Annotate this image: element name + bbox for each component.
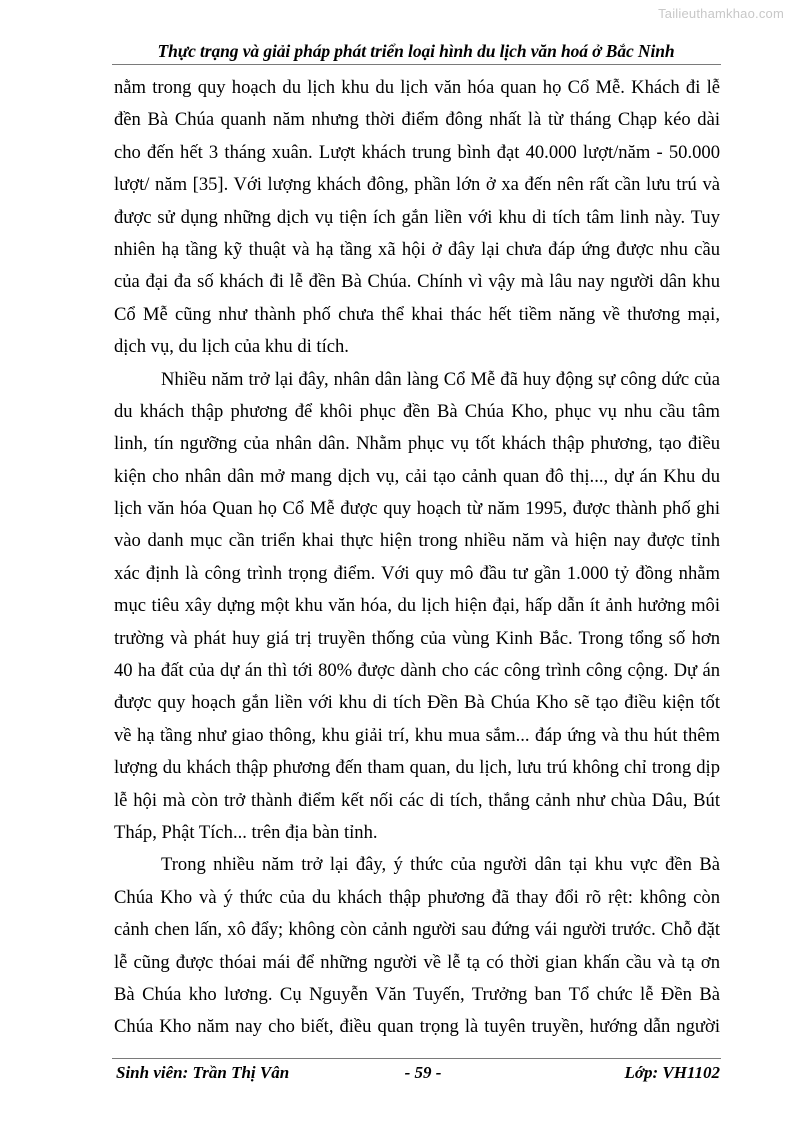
text-line: Bà Chúa kho lương. Cụ Nguyễn Văn Tuyến, Trưởng ban Tổ chức lễ Đền Bà (114, 983, 720, 1005)
paragraph-2 (114, 364, 720, 850)
running-header-title: Thực trạng và giải pháp phát triển loại hình du lịch văn hoá ở Bắc Ninh (157, 41, 675, 61)
text-line: lễ cũng được thóai mái để những người về lễ tạ có thời gian khấn cầu và tạ ơn (114, 951, 720, 973)
footer-class-code: Lớp: VH1102 (624, 1063, 720, 1082)
watermark: Tailieuthamkhao.com (658, 6, 784, 21)
text-line: đền Bà Chúa quanh năm nhưng thời điểm đông nhất là từ tháng Chạp kéo dài (114, 109, 720, 131)
text-line: Nhiều năm trở lại đây, nhân dân làng Cổ Mễ đã huy động sự công dức của (161, 368, 720, 390)
text-line: Trong nhiều năm trở lại đây, ý thức của người dân tại khu vực đền Bà (161, 854, 720, 876)
footer-student-name: Sinh viên: Trần Thị Vân (116, 1063, 290, 1082)
text-line: du khách thập phương để khôi phục đền Bà Chúa Kho, phục vụ nhu cầu tâm (114, 400, 720, 422)
text-line: của đại đa số khách đi lễ đền Bà Chúa. Chính vì vậy mà lâu nay người dân khu (114, 271, 720, 293)
text-line: nhiên hạ tầng kỹ thuật và hạ tầng xã hội ở đây lại chưa đáp ứng được nhu cầu (114, 238, 720, 260)
footer-page-number: - 59 - (404, 1063, 442, 1082)
text-line: được sử dụng những dịch vụ tiện ích gắn liền với khu di tích tâm linh này. Tuy (114, 206, 720, 228)
text-line: 40 ha đất của dự án thì tới 80% được dành cho các công trình công cộng. Dự án (114, 660, 720, 682)
text-line: linh, tín ngưỡng của nhân dân. Nhằm phục vụ tốt khách thập phương, tạo điều (114, 433, 720, 455)
text-line: vào danh mục cần triển khai thực hiện trong nhiều năm và hiện nay được tỉnh (114, 530, 720, 552)
footer-divider (112, 1058, 721, 1059)
text-line: kiện cho nhân dân mở mang dịch vụ, cải tạo cảnh quan đô thị..., dự án Khu du (114, 465, 720, 487)
document-body (114, 72, 720, 1044)
text-line: dịch vụ, du lịch của khu di tích. (114, 336, 349, 358)
text-line: xác định là công trình trọng điểm. Với quy mô đầu tư gần 1.000 tỷ đồng nhằm (114, 562, 720, 584)
text-line: nằm trong quy hoạch du lịch khu du lịch văn hóa quan họ Cổ Mễ. Khách đi lễ (114, 77, 720, 98)
text-line: được quy hoạch gắn liền với khu di tích Đền Bà Chúa Kho sẽ tạo điều kiện tốt (114, 692, 720, 714)
header-divider (112, 64, 721, 65)
text-line: mục tiêu xây dựng một khu văn hóa, du lịch hiện đại, hấp dẫn ít ảnh hưởng môi (114, 595, 720, 617)
paragraph-1 (114, 72, 720, 364)
text-line: Tháp, Phật Tích... trên địa bàn tỉnh. (114, 821, 378, 843)
text-line: lịch văn hóa Quan họ Cổ Mễ được quy hoạch từ năm 1995, được thành phố ghi (114, 498, 720, 520)
text-line: Cổ Mễ cũng như thành phố chưa thể khai thác hết tiềm năng về thương mại, (114, 303, 720, 325)
text-line: lượng du khách thập phương đến tham quan, du lịch, lưu trú không chỉ trong dịp (114, 757, 720, 779)
text-line: trường và phát huy giá trị truyền thống của vùng Kinh Bắc. Trong tổng số hơn (114, 627, 720, 649)
running-footer (112, 1062, 720, 1086)
text-line: Chúa Kho và ý thức của du khách thập phương đã thay đổi rõ rệt: không còn (114, 886, 720, 908)
text-line: cho đến hết 3 tháng xuân. Lượt khách trung bình đạt 40.000 lượt/năm - 50.000 (114, 141, 720, 163)
text-line: về hạ tầng như giao thông, khu giải trí, khu mua sắm... đáp ứng và thu hút thêm (114, 724, 720, 746)
text-line: lượt/ năm [35]. Với lượng khách đông, phần lớn ở xa đến nên rất cần lưu trú và (114, 174, 720, 196)
text-line: cảnh chen lấn, xô đẩy; không còn cảnh người sau đứng vái người trước. Chỗ đặt (114, 919, 720, 941)
text-line: Chúa Kho năm nay cho biết, điều quan trọng là tuyên truyền, hướng dẫn người (114, 1016, 720, 1038)
text-line: lễ hội mà còn trở thành điểm kết nối các di tích, thắng cảnh như chùa Dâu, Bút (114, 789, 720, 811)
paragraph-3 (114, 849, 720, 1043)
